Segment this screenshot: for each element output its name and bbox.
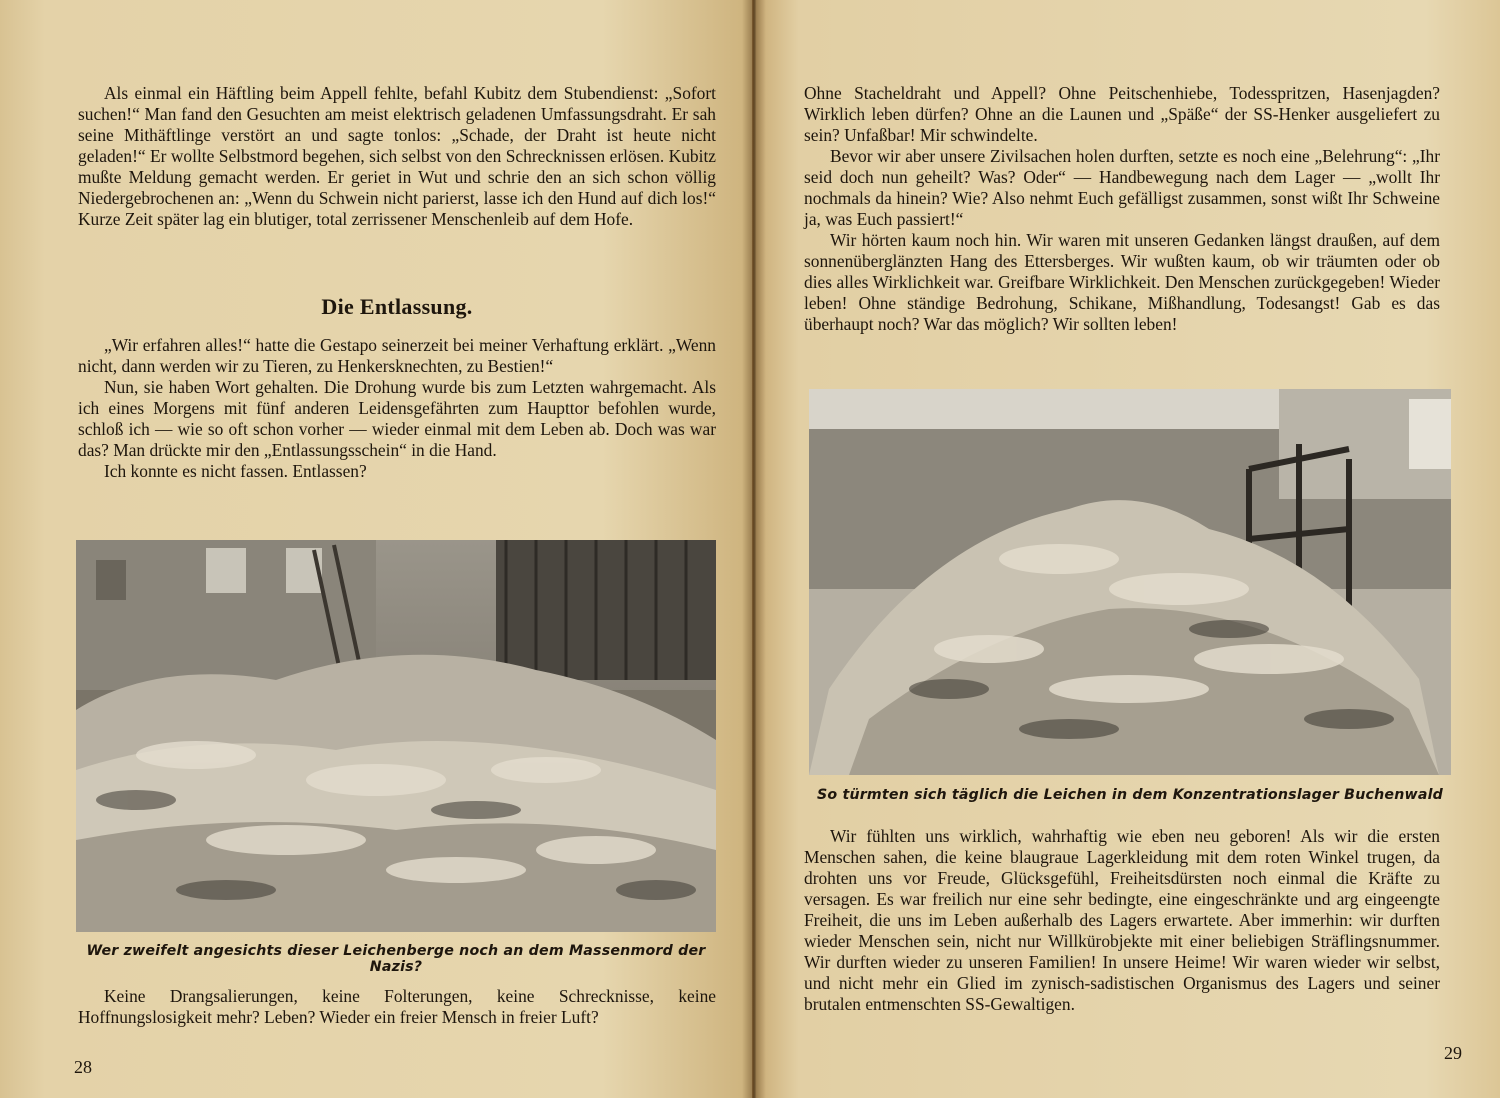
left-photo-caption: Wer zweifelt angesichts dieser Leichenberge noch an dem Massenmord der Nazis? <box>86 943 706 975</box>
section-heading: Die Entlassung. <box>321 294 473 319</box>
photo-corpse-pile-courtyard <box>76 540 716 932</box>
left-paragraph-1: Als einmal ein Häftling beim Appell fehlte, befahl Kubitz dem Stubendienst: „Sofort suchen!“ Man fand den Gesuchten am meist elektrisch geladenen Umfassungsdraht. Er sah seine Mithäftlinge verstört an und sagte tonlos: „Schade, der Draht ist heute nicht geladen!“ Er wollte Selbstmord begehen, sich selbst von den Schrecknissen erlösen. Kubitz mußte Meldung gemacht werden. Er geriet in Wut und schrie den an sich schon völlig Niedergebrochenen an: „Wenn du Schwein nicht parierst, lasse ich den Hund auf dich los!“ Kurze Zeit später lag ein blutiger, total zerrissener Menschenleib auf dem Hofe. <box>78 83 716 229</box>
left-paragraph-5: Keine Drangsalierungen, keine Folterungen, keine Schrecknisse, keine Hoffnungslosigkeit mehr? Leben? Wieder ein freier Mensch in freier Luft? <box>78 986 716 1027</box>
right-paragraph-2: Bevor wir aber unsere Zivilsachen holen durften, setzte es noch eine „Belehrung“: „Ihr seid doch nun geheilt? Was? Oder“ — Handbewegung nach dem Lager — „wollt Ihr nochmals da hinein? Wie? Also nehmt Euch gefälligst zusammen, sonst wißt Ihr Schweine ja, was Euch passiert!“ <box>804 146 1440 229</box>
right-text-top <box>804 83 1440 335</box>
right-photo-caption: So türmten sich täglich die Leichen in dem Konzentrationslager Buchenwald <box>816 787 1444 803</box>
left-text-middle <box>78 335 716 482</box>
left-paragraph-4: Ich konnte es nicht fassen. Entlassen? <box>104 461 367 481</box>
right-paragraph-3: Wir hörten kaum noch hin. Wir waren mit unseren Gedanken längst draußen, auf dem sonnenüberglänzten Hang des Ettersberges. Wir wußten kaum, ob wir träumten oder ob dies alles Wirklichkeit war. Greifbare Wirklichkeit. Den Menschen zurückgegeben! Wieder leben! Ohne ständige Bedrohung, Schikane, Mißhandlung, Todesangst! Gab es das überhaupt noch? War das möglich? Wir sollten leben! <box>804 230 1440 334</box>
right-text-bottom <box>804 826 1440 1015</box>
right-paragraph-1: Ohne Stacheldraht und Appell? Ohne Peitschenhiebe, Todesspritzen, Hasenjagden? Wirklich leben dürfen? Ohne an die Launen und „Späße“ der SS-Henker ausgeliefert zu sein? Unfaßbar! Mir schwindelte. <box>804 83 1440 145</box>
left-paragraph-3: Nun, sie haben Wort gehalten. Die Drohung wurde bis zum Letzten wahrgemacht. Als ich eines Morgens mit fünf anderen Leidensgefährten zum Haupttor befohlen wurde, schloß ich — wie so oft schon vorher — wieder einmal mit dem Leben ab. Doch was war das? Man drückte mir den „Entlassungsschein“ in die Hand. <box>78 377 716 460</box>
right-page <box>754 0 1500 1098</box>
left-text-bottom <box>78 986 716 1028</box>
photo-corpse-pile-buchenwald <box>809 389 1451 775</box>
right-paragraph-4: Wir fühlten uns wirklich, wahrhaftig wie eben neu geboren! Als wir die ersten Menschen sahen, die keine blaugraue Lagerkleidung mit dem roten Winkel trugen, da drohten uns vor Freude, Glücksgefühl, Freiheitsdürsten noch einmal die Kräfte zu versagen. Es war freilich nur eine sehr bedingte, eine eingeschränkte und arg eingeengte Freiheit, die uns im Leben außerhalb des Lagers erwartete. Aber immerhin: wir durften wieder Menschen sein, nicht nur Willkürobjekte mit einer beliebigen Sträflingsnummer. Wir durften wieder zu unseren Familien! In unsere Heime! Wir waren wieder wir selbst, und nicht mehr ein Glied im zynisch-sadistischen Organismus des Lagers und seiner brutalen entmenschten SS-Gewaltigen. <box>804 826 1440 1014</box>
book-gutter <box>742 0 766 1098</box>
page-number-right: 29 <box>1444 1043 1462 1063</box>
left-paragraph-2: „Wir erfahren alles!“ hatte die Gestapo seinerzeit bei meiner Verhaftung erklärt. „Wenn nicht, dann werden wir zu Tieren, zu Henkersknechten, zu Bestien!“ <box>78 335 716 376</box>
page-number-left: 28 <box>74 1057 92 1077</box>
left-text-top <box>78 83 716 230</box>
